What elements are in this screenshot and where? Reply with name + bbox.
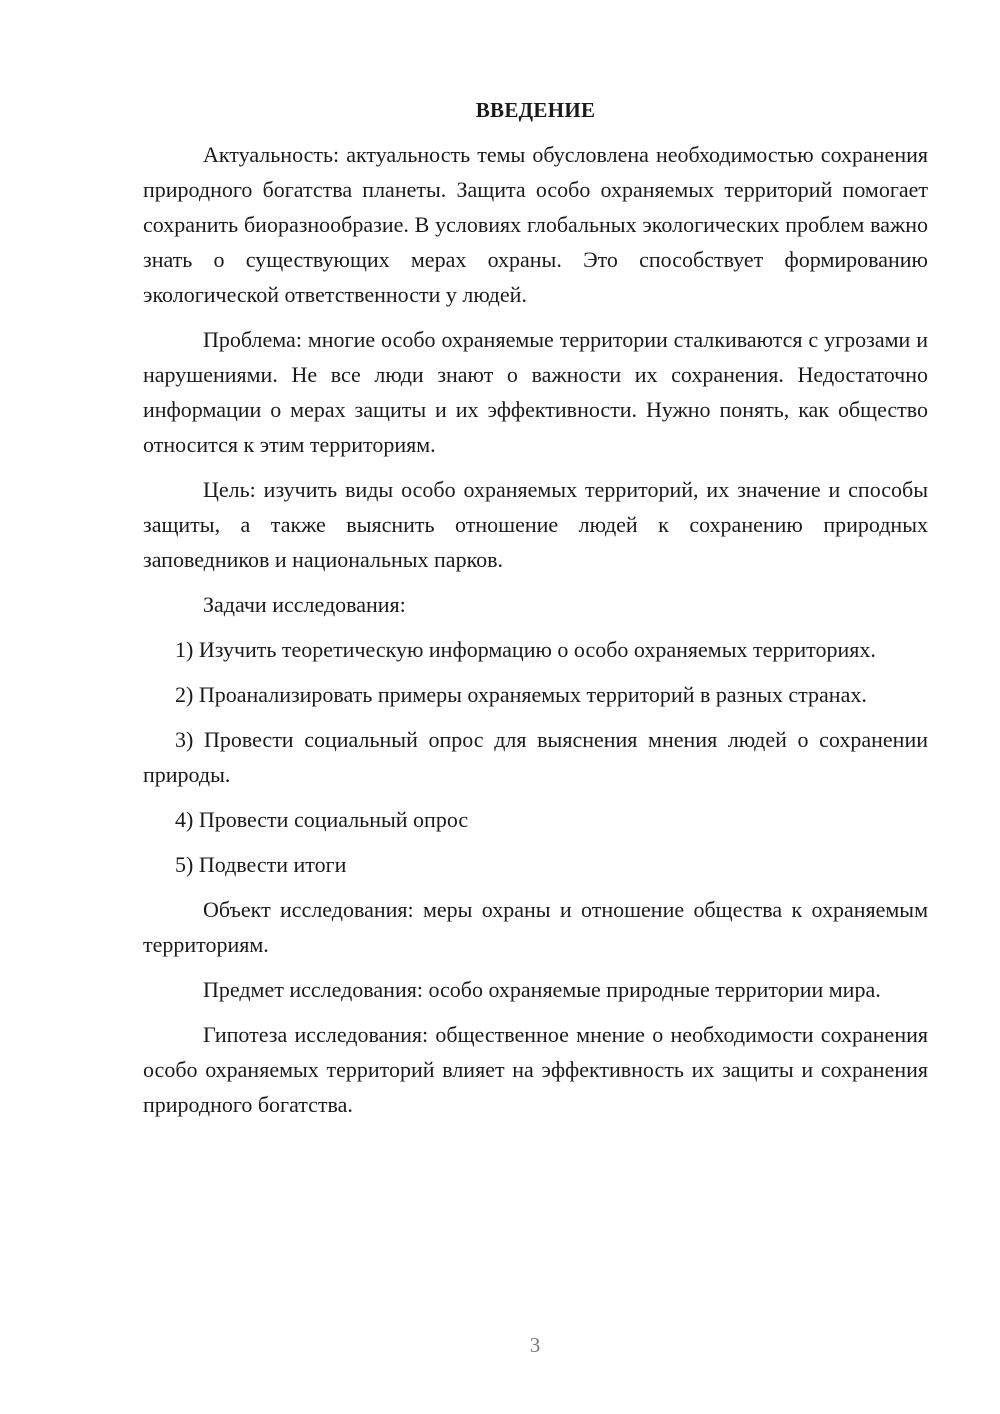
relevance-paragraph: Актуальность: актуальность темы обусловлена необходимостью сохранения природного богатства планеты. Защита особо охраняемых территорий помогает сохранить биоразнообразие. В условиях глобальных экологических проблем важно знать о существующих мерах охраны. Это способствует формированию экологической ответственности у людей.: [143, 142, 928, 307]
tasks-label: Задачи исследования:: [203, 592, 406, 617]
problem-paragraph: Проблема: многие особо охраняемые территории сталкиваются с угрозами и нарушениями. Не все люди знают о важности их сохранения. Недостаточно информации о мерах защиты и их эффективности. Нужно понять, как общество относится к этим территориям.: [143, 327, 928, 457]
task-item-2: 2) Проанализировать примеры охраняемых территорий в разных странах.: [175, 682, 867, 707]
page-number: 3: [529, 1333, 541, 1357]
task-item-5: 5) Подвести итоги: [175, 852, 347, 877]
goal-paragraph: Цель: изучить виды особо охраняемых территорий, их значение и способы защиты, а также выяснить отношение людей к сохранению природных заповедников и национальных парков.: [143, 477, 928, 572]
section-heading: ВВЕДЕНИЕ: [475, 98, 596, 122]
object-paragraph: Объект исследования: меры охраны и отношение общества к охраняемым территориям.: [143, 897, 928, 957]
hypothesis-paragraph: Гипотеза исследования: общественное мнение о необходимости сохранения особо охраняемых территорий влияет на эффективность их защиты и сохранения природного богатства.: [143, 1022, 928, 1117]
task-item-1: 1) Изучить теоретическую информацию о особо охраняемых территориях.: [175, 637, 876, 662]
subject-paragraph: Предмет исследования: особо охраняемые природные территории мира.: [203, 977, 881, 1002]
document-page: [143, 95, 928, 1122]
task-item-4: 4) Провести социальный опрос: [175, 807, 469, 832]
task-item-3: 3) Провести социальный опрос для выяснения мнения людей о сохранении природы.: [143, 727, 928, 787]
